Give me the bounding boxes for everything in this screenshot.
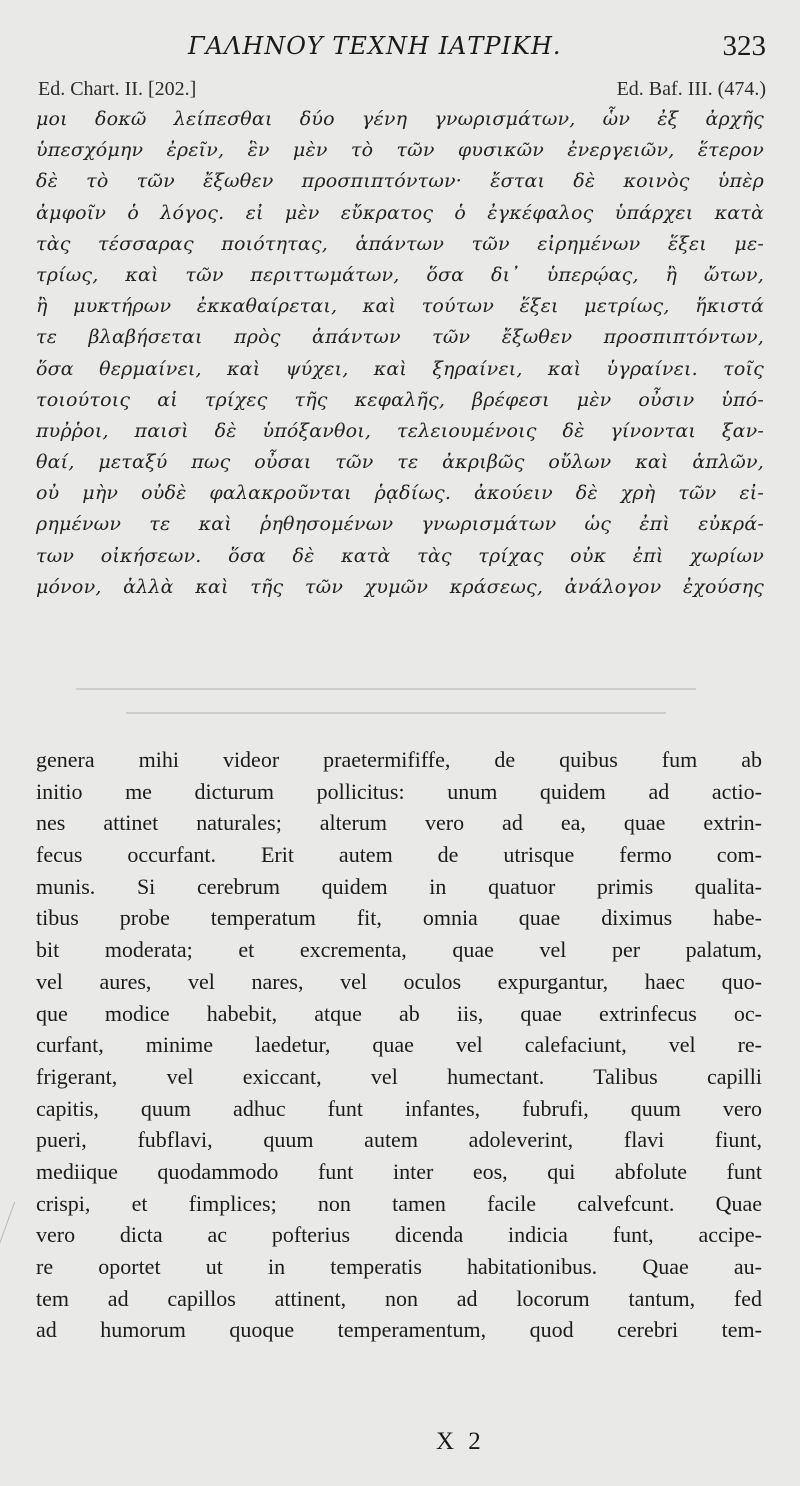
greek-text-line: των οἰκήσεων. ὅσα δὲ κατὰ τὰς τρίχας οὐκ ἐπὶ χωρίων bbox=[36, 544, 764, 567]
latin-text-line: initio me dicturum pollicitus: unum quidem ad actio- bbox=[36, 778, 762, 804]
latin-text-line: mediique quodammodo funt inter eos, qui abfolute funt bbox=[36, 1158, 762, 1184]
latin-text-line: crispi, et fimplices; non tamen facile calvefcunt. Quae bbox=[36, 1190, 762, 1216]
running-head bbox=[0, 28, 800, 64]
greek-text-line: ὑπεσχόμην ἐρεῖν, ἓν μὲν τὸ τῶν φυσικῶν ἐνεργειῶν, ἕτερον bbox=[36, 139, 764, 162]
latin-text-line: munis. Si cerebrum quidem in quatuor primis qualita- bbox=[36, 873, 762, 899]
greek-text-line: ρημένων τε καὶ ῥηθησομένων γνωρισμάτων ὡς ἐπὶ εὐκρά- bbox=[36, 513, 764, 536]
greek-text-line: οὐ μὴν οὐδὲ φαλακροῦνται ῥᾳδίως. ἀκούειν δὲ χρὴ τῶν εἰ- bbox=[36, 482, 764, 505]
latin-text-line: tibus probe temperatum fit, omnia quae diximus habe- bbox=[36, 905, 762, 931]
page-number: 323 bbox=[722, 30, 766, 62]
latin-text-line: genera mihi videor praetermififfe, de quibus fum ab bbox=[36, 747, 762, 772]
latin-text-line: bit moderata; et excrementa, quae vel per palatum, bbox=[36, 937, 762, 963]
greek-text-line: ἢ μυκτήρων ἐκκαθαίρεται, καὶ τούτων ἕξει μετρίως, ἥκιστά bbox=[36, 295, 764, 318]
greek-text-line: θαί, μεταξύ πως οὖσαι τῶν τε ἀκριβῶς οὔλων καὶ ἁπλῶν, bbox=[36, 451, 764, 474]
latin-text-column bbox=[36, 744, 762, 1346]
latin-text-line: vero dicta ac pofterius dicenda indicia funt, accipe- bbox=[36, 1222, 762, 1248]
greek-text-line: ἀμφοῖν ὁ λόγος. εἰ μὲν εὔκρατος ὁ ἐγκέφαλος ὑπάρχει κατὰ bbox=[36, 201, 764, 224]
latin-text-line: frigerant, vel exiccant, vel humectant. Talibus capilli bbox=[36, 1063, 762, 1089]
latin-text-line: vel aures, vel nares, vel oculos expurgantur, haec quo- bbox=[36, 968, 762, 994]
greek-text-line: τὰς τέσσαρας ποιότητας, ἁπάντων τῶν εἰρημένων ἕξει με- bbox=[36, 232, 764, 255]
latin-text-line: ad humorum quoque temperamentum, quod cerebri tem- bbox=[36, 1317, 762, 1343]
latin-text-line: que modice habebit, atque ab iis, quae extrinfecus oc- bbox=[36, 1000, 762, 1026]
greek-text-line: μοι δοκῶ λείπεσθαι δύο γένη γνωρισμάτων, ὧν ἐξ ἀρχῆς bbox=[36, 108, 764, 130]
greek-text-line: ὅσα θερμαίνει, καὶ ψύχει, καὶ ξηραίνει, καὶ ὑγραίνει. τοῖς bbox=[36, 357, 764, 380]
latin-text-line: curfant, minime laedetur, quae vel calefaciunt, vel re- bbox=[36, 1032, 762, 1058]
latin-text-line: capitis, quum adhuc funt infantes, fubrufi, quum vero bbox=[36, 1095, 762, 1121]
greek-text-column bbox=[36, 104, 764, 603]
greek-text-line: τε βλαβήσεται πρὸς ἁπάντων τῶν ἔξωθεν προσπιπτόντων, bbox=[36, 326, 764, 349]
latin-text-line: pueri, fubflavi, quum autem adoleverint, flavi fiunt, bbox=[36, 1127, 762, 1153]
latin-text-line: nes attinet naturales; alterum vero ad ea, quae extrin- bbox=[36, 810, 762, 836]
running-title: ΓΑΛΗΝΟΥ ΤΕΧΝΗ ΙΑΤΡΙΚΗ. bbox=[188, 32, 562, 60]
greek-text-line: μόνον, ἀλλὰ καὶ τῆς τῶν χυμῶν κράσεως, ἀνάλογον ἐχούσης bbox=[36, 575, 764, 598]
latin-text-line: fecus occurfant. Erit autem de utrisque fermo com- bbox=[36, 842, 762, 868]
latin-text-line: tem ad capillos attinent, non ad locorum tantum, fed bbox=[36, 1285, 762, 1311]
greek-text-line: τοιούτοις αἱ τρίχες τῆς κεφαλῆς, βρέφεσι μὲν οὖσιν ὑπό- bbox=[36, 388, 764, 411]
greek-text-line: δὲ τὸ τῶν ἔξωθεν προσπιπτόντων· ἔσται δὲ κοινὸς ὑπὲρ bbox=[36, 170, 764, 193]
latin-text-line: re oportet ut in temperatis habitationibus. Quae au- bbox=[36, 1254, 762, 1279]
edition-references bbox=[38, 78, 766, 102]
greek-text-line: πυῤῥοι, παισὶ δὲ ὑπόξανθοι, τελειουμένοις δὲ γίνονται ξαν- bbox=[36, 419, 764, 442]
edition-basel-reference: Ed. Baf. III. (474.) bbox=[616, 78, 766, 100]
margin-pencil-mark bbox=[0, 1202, 15, 1259]
signature-mark: X 2 bbox=[436, 1428, 485, 1455]
edition-chart-reference: Ed. Chart. II. [202.] bbox=[38, 78, 197, 100]
greek-text-line: τρίως, καὶ τῶν περιττωμάτων, ὅσα δι᾽ ὑπερῴας, ἢ ὤτων, bbox=[36, 263, 764, 286]
show-through-print bbox=[36, 682, 764, 722]
